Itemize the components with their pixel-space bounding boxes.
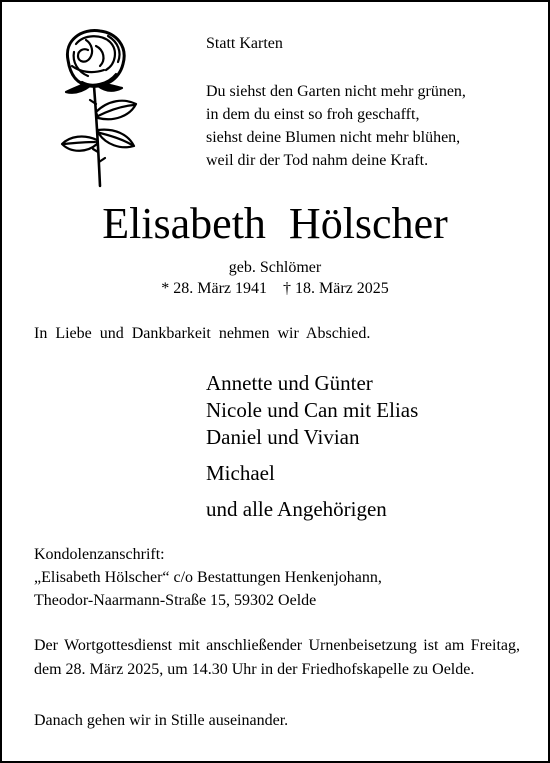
rose-icon xyxy=(48,22,148,188)
death-date: † 18. März 2025 xyxy=(283,280,389,297)
family-member-1: Annette und Günter xyxy=(206,371,373,395)
life-dates xyxy=(2,277,548,301)
poem-line-1: Du siehst den Garten nicht mehr grünen, xyxy=(206,83,466,100)
farewell-text: In Liebe und Dankbarkeit nehmen wir Abschied. xyxy=(34,325,371,342)
condolence-address-2: Theodor-Naarmann-Straße 15, 59302 Oelde xyxy=(34,592,317,609)
birth-date: * 28. März 1941 xyxy=(161,280,267,297)
condolence-heading: Kondolenzanschrift: xyxy=(34,546,165,563)
poem-line-3: siehst deine Blumen nicht mehr blühen, xyxy=(206,129,461,146)
statt-karten: Statt Karten xyxy=(206,35,283,52)
service-info: Der Wortgottesdienst mit anschließender Urnenbeisetzung ist am Freitag, dem 28. März 2025, um 14.30 Uhr in der Friedhofskapelle zu Oelde. xyxy=(34,637,520,678)
family-member-4: Michael xyxy=(206,461,275,485)
poem-line-2: in dem du einst so froh geschafft, xyxy=(206,106,420,123)
family-member-2: Nicole und Can mit Elias xyxy=(206,398,419,422)
family-member-5: und alle Angehörigen xyxy=(206,497,387,521)
family-member-3: Daniel und Vivian xyxy=(206,425,360,449)
deceased-name: Elisabeth Hölscher xyxy=(102,199,448,248)
poem-line-4: weil dir der Tod nahm deine Kraft. xyxy=(206,152,429,169)
condolence-address-1: „Elisabeth Hölscher“ c/o Bestattungen Henkenjohann, xyxy=(34,569,382,586)
closing-text: Danach gehen wir in Stille auseinander. xyxy=(34,712,289,729)
maiden-name: geb. Schlömer xyxy=(228,259,322,276)
